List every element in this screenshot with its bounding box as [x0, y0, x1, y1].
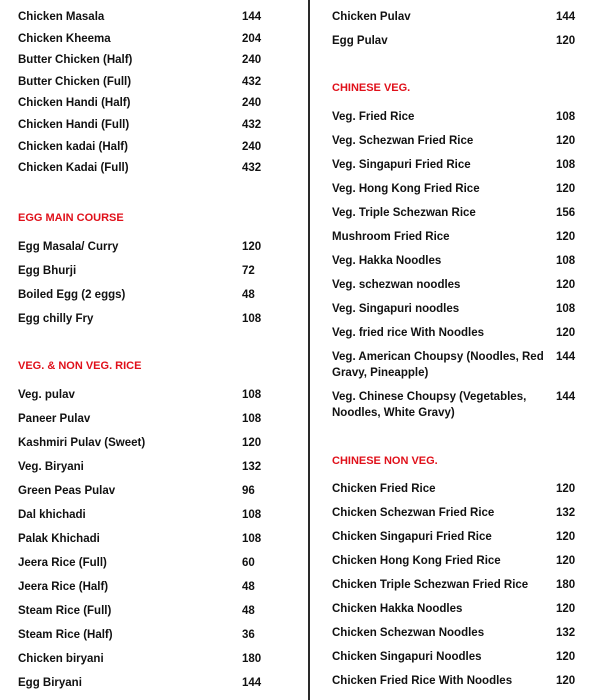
- menu-item-name: Veg. American Choupsy (Noodles, Red Gravy, Pineapple): [332, 351, 544, 379]
- menu-item-name: Paneer Pulav: [18, 413, 91, 425]
- menu-item-price: 36: [242, 629, 255, 641]
- menu-item-price: 120: [556, 483, 576, 495]
- menu-item-price: 144: [242, 677, 262, 689]
- menu-item-price: 156: [556, 207, 576, 219]
- menu-item-price: 432: [242, 162, 262, 175]
- section-heading-egg-main-course: EGG MAIN COURSE: [18, 212, 124, 224]
- menu-item-name: Chicken kadai (Half): [18, 140, 128, 153]
- menu-item-price: 180: [242, 653, 262, 665]
- menu-item-price: 204: [242, 32, 262, 45]
- menu-item-name: Mushroom Fried Rice: [332, 231, 450, 243]
- menu-column-left: [18, 0, 288, 700]
- menu-item-name: Egg chilly Fry: [18, 313, 94, 325]
- menu-item-price: 108: [556, 303, 576, 315]
- menu-item-price: 144: [556, 351, 576, 363]
- menu-item-price: 96: [242, 485, 255, 497]
- menu-item-price: 120: [556, 531, 576, 543]
- menu-item-price: 108: [242, 313, 262, 325]
- menu-item-price: 120: [242, 437, 262, 449]
- menu-item-price: 180: [556, 579, 576, 591]
- menu-item-price: 60: [242, 557, 255, 569]
- menu-item-price: 132: [556, 627, 576, 639]
- menu-item-name: Chicken Kheema: [18, 32, 111, 45]
- menu-item-price: 108: [556, 111, 576, 123]
- menu-item-name: Chicken Handi (Half): [18, 97, 131, 110]
- menu-item-name: Jeera Rice (Half): [18, 581, 109, 593]
- menu-item-price: 48: [242, 289, 255, 301]
- menu-item-price: 120: [556, 327, 576, 339]
- menu-item-name: Veg. Singapuri noodles: [332, 303, 460, 315]
- menu-item-price: 144: [556, 391, 576, 403]
- menu-item-name: Veg. Schezwan Fried Rice: [332, 135, 474, 147]
- menu-item-price: 108: [242, 389, 262, 401]
- menu-item-name: Veg. pulav: [18, 389, 75, 401]
- menu-item-name: Chicken Schezwan Noodles: [332, 627, 485, 639]
- menu-item-name: Steam Rice (Half): [18, 629, 113, 641]
- menu-item-name: Egg Biryani: [18, 677, 82, 689]
- menu-item-price: 120: [242, 241, 262, 253]
- menu-item-price: 132: [556, 507, 576, 519]
- menu-item-price: 108: [242, 533, 262, 545]
- menu-item-price: 120: [556, 651, 576, 663]
- menu-item-name: Veg. Triple Schezwan Rice: [332, 207, 476, 219]
- menu-item-price: 108: [556, 159, 576, 171]
- menu-item-name: Veg. schezwan noodles: [332, 279, 461, 291]
- menu-item-price: 144: [556, 11, 576, 23]
- menu-item-name: Butter Chicken (Half): [18, 54, 133, 67]
- menu-item-name: Chicken biryani: [18, 653, 104, 665]
- menu-item-name: Veg. Singapuri Fried Rice: [332, 159, 471, 171]
- menu-item-name: Veg. Fried Rice: [332, 111, 415, 123]
- menu-item-name: Butter Chicken (Full): [18, 75, 132, 88]
- menu-item-name: Chicken Kadai (Full): [18, 162, 129, 175]
- menu-item-name: Chicken Schezwan Fried Rice: [332, 507, 495, 519]
- menu-item-name: Chicken Singapuri Fried Rice: [332, 531, 492, 543]
- menu-item-name: Palak Khichadi: [18, 533, 100, 545]
- menu-item-price: 120: [556, 675, 576, 687]
- menu-item-price: 120: [556, 603, 576, 615]
- menu-item-name: Veg. Biryani: [18, 461, 84, 473]
- menu-item-price: 108: [242, 509, 262, 521]
- menu-item-price: 120: [556, 555, 576, 567]
- menu-item-price: 120: [556, 231, 576, 243]
- menu-item-name: Chicken Triple Schezwan Fried Rice: [332, 579, 529, 591]
- column-divider: [308, 0, 310, 700]
- menu-item-name: Egg Pulav: [332, 35, 388, 47]
- menu-item-name: Veg. Hakka Noodles: [332, 255, 442, 267]
- menu-item-name: Chicken Hakka Noodles: [332, 603, 463, 615]
- menu-item-price: 120: [556, 183, 576, 195]
- menu-item-price: 240: [242, 54, 262, 67]
- menu-item-name: Chicken Handi (Full): [18, 119, 130, 131]
- menu-item-price: 240: [242, 140, 262, 153]
- menu-item-price: 432: [242, 75, 262, 88]
- menu-item-price: 108: [556, 255, 576, 267]
- menu-column-right: [332, 0, 600, 700]
- menu-item-name: Kashmiri Pulav (Sweet): [18, 437, 146, 449]
- menu-item-price: 240: [242, 97, 262, 110]
- menu-item-price: 120: [556, 135, 576, 147]
- menu-item-name: Chicken Hong Kong Fried Rice: [332, 555, 501, 567]
- menu-item-name: Chicken Fried Rice With Noodles: [332, 675, 513, 687]
- menu-item-price: 48: [242, 581, 255, 593]
- menu-item-price: 144: [242, 11, 262, 23]
- menu-item-price: 120: [556, 279, 576, 291]
- menu-item-name: Jeera Rice (Full): [18, 557, 107, 569]
- menu-item-name: Dal khichadi: [18, 509, 86, 521]
- menu-item-price: 120: [556, 35, 576, 47]
- menu-item-name: Chicken Fried Rice: [332, 483, 436, 495]
- section-heading-rice: VEG. & NON VEG. RICE: [18, 360, 142, 372]
- menu-item-name: Steam Rice (Full): [18, 605, 112, 617]
- menu-item-name: Green Peas Pulav: [18, 485, 116, 497]
- menu-item-name: Egg Bhurji: [18, 265, 77, 277]
- menu-item-name: Chicken Singapuri Noodles: [332, 651, 482, 663]
- menu-item-name: Boiled Egg (2 eggs): [18, 289, 126, 301]
- menu-item-name: Chicken Masala: [18, 11, 105, 23]
- section-heading-chinese-non-veg: CHINESE NON VEG.: [332, 455, 438, 467]
- menu-item-name: Egg Masala/ Curry: [18, 241, 119, 253]
- menu-item-price: 132: [242, 461, 262, 473]
- section-heading-chinese-veg: CHINESE VEG.: [332, 82, 411, 94]
- menu-item-price: 108: [242, 413, 262, 425]
- menu-item-price: 72: [242, 265, 255, 277]
- menu-item-name: Veg. Hong Kong Fried Rice: [332, 183, 480, 195]
- menu-item-price: 48: [242, 605, 255, 617]
- menu-item-price: 432: [242, 119, 262, 131]
- menu-item-name: Veg. Chinese Choupsy (Vegetables, Noodles, White Gravy): [332, 391, 527, 419]
- menu-item-name: Veg. fried rice With Noodles: [332, 327, 484, 339]
- menu-item-name: Chicken Pulav: [332, 11, 411, 23]
